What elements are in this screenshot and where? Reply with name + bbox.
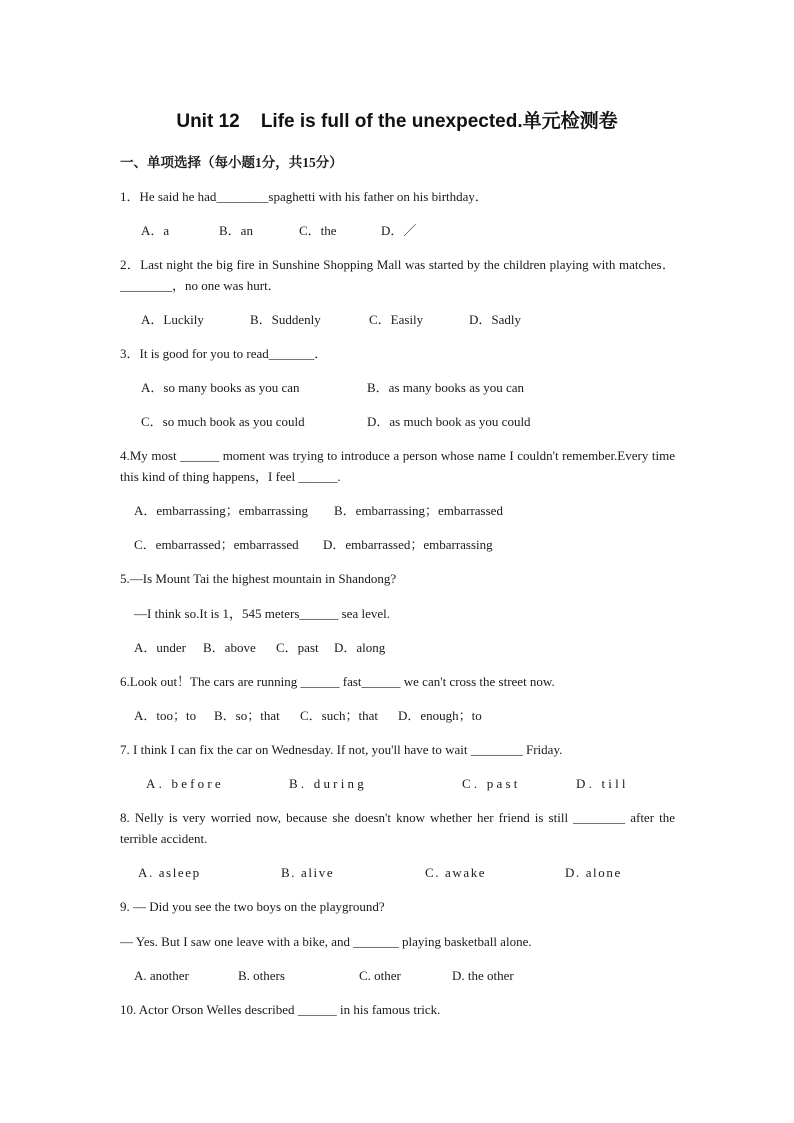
q8-option-c[interactable]: C. awake xyxy=(425,865,487,880)
question-2: 2．Last night the big fire in Sunshine Shopping Mall was started by the children playing with matches．________，no one was hurt． xyxy=(120,257,675,293)
q2-option-c[interactable]: C．Easily xyxy=(369,312,424,327)
question-9: 9. — Did you see the two boys on the playground? xyxy=(120,899,385,914)
q7-option-c[interactable]: C. past xyxy=(462,776,521,791)
q2-option-b[interactable]: B．Suddenly xyxy=(250,312,321,327)
q6-option-b[interactable]: B．so；that xyxy=(214,708,280,723)
question-10: 10. Actor Orson Welles described ______ in his famous trick. xyxy=(120,1002,441,1017)
q1-option-d[interactable]: D．／ xyxy=(381,223,417,238)
q7-option-b[interactable]: B. during xyxy=(289,776,367,791)
q3-option-c[interactable]: C．so much book as you could xyxy=(141,414,305,429)
q5-option-d[interactable]: D．along xyxy=(334,640,386,655)
q4-option-d[interactable]: D．embarrassed；embarrassing xyxy=(323,537,493,552)
q4-option-c[interactable]: C．embarrassed；embarrassed xyxy=(134,537,299,552)
page-title: Unit 12 Life is full of the unexpected.单元检测卷 xyxy=(176,111,618,132)
q3-option-a[interactable]: A．so many books as you can xyxy=(141,380,300,395)
q4-option-a[interactable]: A．embarrassing；embarrassing xyxy=(134,503,309,518)
q8-option-b[interactable]: B. alive xyxy=(281,865,335,880)
question-6: 6.Look out！The cars are running ______ fast______ we can't cross the street now. xyxy=(120,674,555,689)
question-1: 1．He said he had________spaghetti with his father on his birthday． xyxy=(120,189,488,204)
q3-option-b[interactable]: B．as many books as you can xyxy=(367,380,525,395)
question-5-reply: —I think so.It is 1，545 meters______ sea level. xyxy=(134,606,390,621)
q6-option-c[interactable]: C．such；that xyxy=(300,708,378,723)
question-5: 5.—Is Mount Tai the highest mountain in Shandong? xyxy=(120,571,397,586)
question-4: 4.My most ______ moment was trying to introduce a person whose name I couldn't remember.Every time this kind of thing happens，I feel ______. xyxy=(120,448,675,484)
question-7: 7. I think I can fix the car on Wednesday. If not, you'll have to wait ________ Friday. xyxy=(120,742,563,757)
q1-option-b[interactable]: B．an xyxy=(219,223,253,238)
q6-option-d[interactable]: D．enough；to xyxy=(398,708,482,723)
q1-option-a[interactable]: A．a xyxy=(141,223,170,238)
section-heading: 一、单项选择（每小题1分，共15分） xyxy=(120,155,343,170)
q7-option-a[interactable]: A. before xyxy=(146,776,224,791)
q5-option-b[interactable]: B．above xyxy=(203,640,256,655)
q8-option-a[interactable]: A. asleep xyxy=(138,865,201,880)
q9-option-c[interactable]: C. other xyxy=(359,968,401,983)
question-9-reply: — Yes. But I saw one leave with a bike, and _______ playing basketball alone. xyxy=(120,934,532,949)
q3-option-d[interactable]: D．as much book as you could xyxy=(367,414,531,429)
q7-option-d[interactable]: D. till xyxy=(576,776,629,791)
q6-option-a[interactable]: A．too；to xyxy=(134,708,197,723)
q8-option-d[interactable]: D. alone xyxy=(565,865,622,880)
q9-option-d[interactable]: D. the other xyxy=(452,968,514,983)
q4-option-b[interactable]: B．embarrassing；embarrassed xyxy=(334,503,503,518)
q2-option-d[interactable]: D．Sadly xyxy=(469,312,522,327)
question-8: 8. Nelly is very worried now, because she doesn't know whether her friend is still ________ after the terrible accident. xyxy=(120,810,675,846)
q5-option-c[interactable]: C．past xyxy=(276,640,319,655)
q9-option-a[interactable]: A. another xyxy=(134,968,189,983)
q1-option-c[interactable]: C．the xyxy=(299,223,337,238)
question-3: 3．It is good for you to read_______． xyxy=(120,346,328,361)
q9-option-b[interactable]: B. others xyxy=(238,968,285,983)
q2-option-a[interactable]: A．Luckily xyxy=(141,312,204,327)
q5-option-a[interactable]: A．under xyxy=(134,640,186,655)
